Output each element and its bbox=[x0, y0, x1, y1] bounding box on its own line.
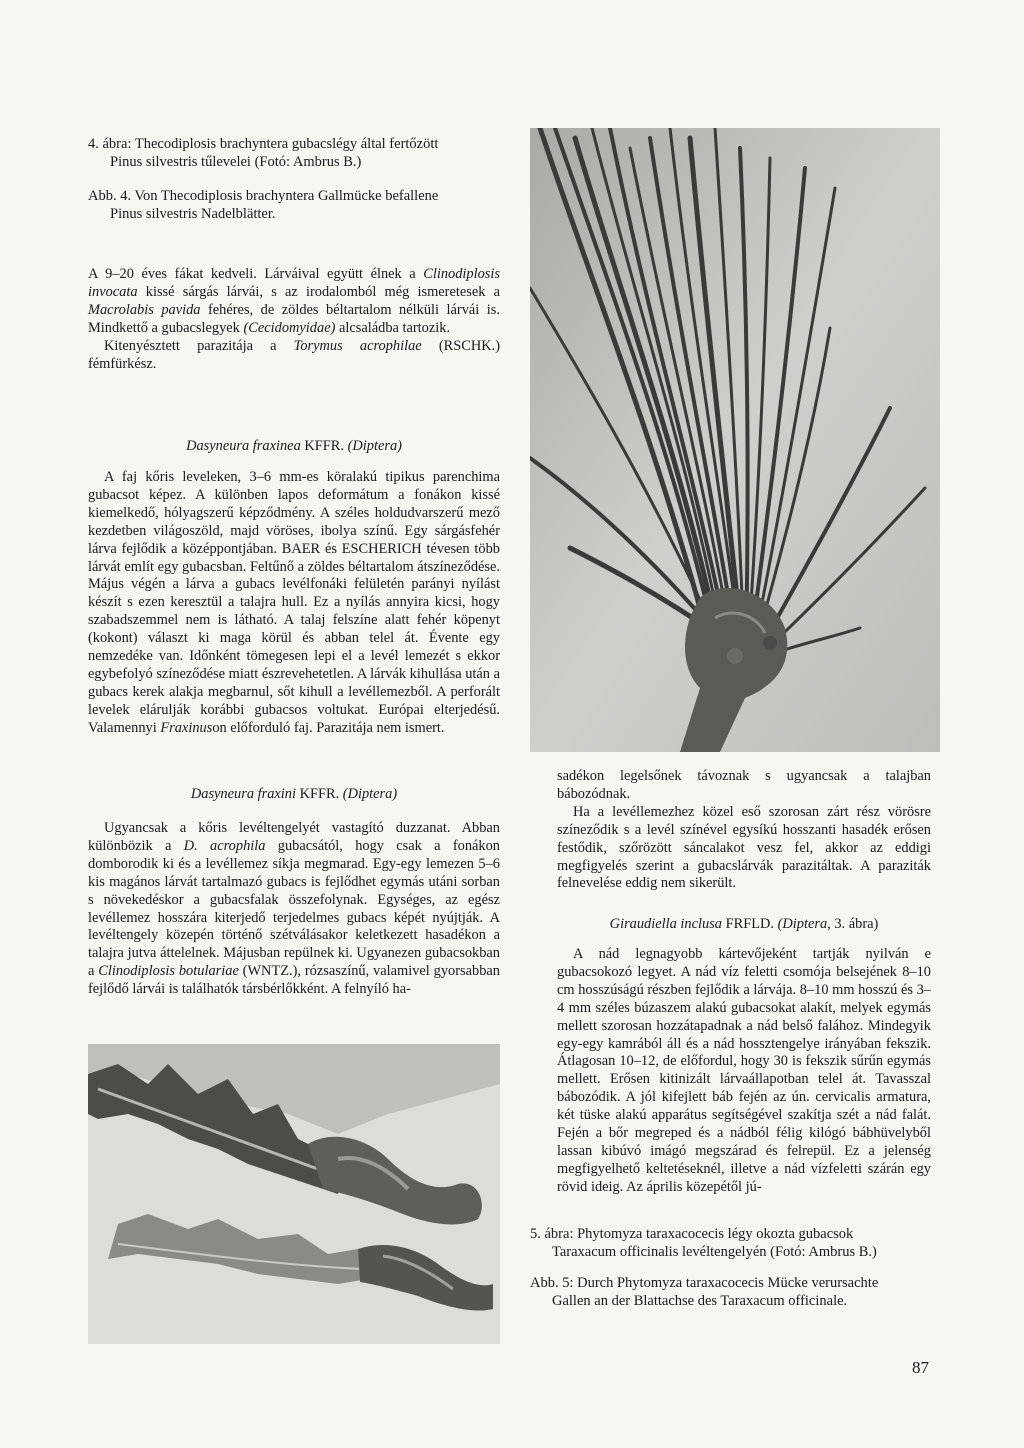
figure-4-caption-de bbox=[88, 188, 518, 223]
species-name: Dasyneura fraxinea bbox=[186, 438, 301, 454]
figure-5-caption-de bbox=[530, 1275, 940, 1310]
section-dasyneura-fraxini-text bbox=[88, 820, 500, 999]
section-thecodiplosis-text bbox=[88, 266, 500, 373]
figure-4-photo bbox=[530, 128, 940, 752]
caption-line: Gallen an der Blattachse des Taraxacum officinale. bbox=[552, 1292, 848, 1309]
text-run: A faj kőris leveleken, 3–6 mm-es köralakú tipikus parenchima gubacsot képez. A különben lapos deformátum a fonákon kissé kiemelkedő, hólyagszerű képződmény. A széles holdudvarszerű mező kezdetben világoszöld, majd vöröses, ibolya színű. Egy sárgásfehér lárva fejlődik a középpontjában. BAER és ESCHERICH tévesen több lárvát említ egy gubacsban. Feltűnő a zöldes béltartalom átszíneződése. Május végén a lárva a gubacs levélfonáki felületén parányi nyílást készít s ezen keresztül a talajra hull. Ez a nyílás annyira kicsi, hogy szabadszemmel nem is látható. A talaj felszíne alatt fehér köpenyt (kokont) választ ki maga körül és abban telel át. Évente egy nemzedéke van. Időnként tömegesen lepi el a levél lemezét s ekkor egybefolyó színeződése miatt észrevehetetlen. A lárvák kihullása után a gubacs kerek alakja megbarnul, sőt kihull a levéllemezből. A perforált levelek elárulják korábbi gubacsos voltukat. Európai elterjedésű. Valamennyi bbox=[88, 469, 500, 736]
dandelion-leaf-gall-image bbox=[88, 1044, 500, 1344]
genus-name: Fraxinus bbox=[160, 719, 213, 736]
text-run: Kitenyésztett parazitája a bbox=[104, 337, 294, 354]
order-name: (Diptera) bbox=[347, 438, 402, 454]
author: FRFLD. bbox=[722, 916, 778, 932]
figure-4-caption-hu bbox=[88, 136, 518, 171]
paragraph bbox=[88, 266, 500, 338]
species-name: Macrolabis pavida bbox=[88, 301, 201, 318]
figure-reference: 3. ábra) bbox=[834, 916, 879, 932]
text-run: Ugyancsak a kőris levéltengelyét vastagító duzzanat. Abban különbözik a bbox=[88, 820, 500, 854]
figure-5-caption-hu bbox=[530, 1226, 940, 1261]
text-run: A 9–20 éves fákat kedveli. Lárváival együtt élnek a bbox=[88, 266, 424, 282]
section-giraudiella-text bbox=[557, 946, 931, 1197]
paragraph: Ha a levéllemezhez közel eső szorosan zárt rész vörösre színeződik s a levél színével egysíkú hosszanti hasadék erősen festődik, szőrözött sáncalakot vesz fel, akkor az eddigi megfigyelés szerint a gubacslárvák parazitáltak. A paraziták felnevelése eddig nem sikerült. bbox=[557, 803, 931, 892]
species-name: Giraudiella inclusa bbox=[609, 916, 722, 932]
text-run: (RSCHK.) fémfürkész. bbox=[88, 337, 500, 372]
order-name: (Diptera, bbox=[777, 916, 835, 932]
caption-line: 4. ábra: Thecodiplosis brachyntera gubacslégy által fertőzött bbox=[88, 136, 439, 152]
species-name: Clinodiplosis botulariae bbox=[98, 963, 239, 980]
pine-needles-image bbox=[530, 128, 940, 752]
caption-line: Abb. 4. Von Thecodiplosis brachyntera Gallmücke befallene bbox=[88, 188, 439, 204]
author: KFFR. bbox=[295, 786, 343, 802]
paragraph bbox=[88, 820, 500, 999]
section-dasyneura-fraxinea-text bbox=[88, 469, 500, 738]
paragraph: sadékon legelsőnek távoznak s ugyancsak a talajban bábozódnak. bbox=[557, 768, 931, 802]
text-run: gubacsától, hogy csak a fonákon domborodik ki és a levéllemez síkja megmarad. Egy-egy lemezen 5–6 kis magános lárvát tartalmazó gubacs is fejlődhet egymás utáni sorban s növekedéskor a gubacsfalak összefolynak. Egységes, az egész levéllemez hosszára kiterjedő terjedelmes gubacs képét nyújtják. A levéltengely közepén történő szétválásakor keletkezett hasadékon a talajra jutva áttelelnek. Májusban repülnek ki. Ugyanezen gubacsokban a bbox=[88, 837, 500, 980]
caption-line: Taraxacum officinalis levéltengelyén (Fotó: Ambrus B.) bbox=[552, 1243, 877, 1260]
order-name: (Diptera) bbox=[342, 786, 398, 802]
section-heading-dasyneura-fraxinea bbox=[88, 438, 500, 455]
text-run: fehéres, de zöldes béltartalom nélküli lárvái is. Mindkettő a gubacslegyek bbox=[88, 301, 500, 336]
species-name: Dasyneura fraxini bbox=[190, 786, 296, 802]
text-run: (WNTZ.), rózsaszínű, valamivel gyorsabban fejlődő lárvái is találhatók társbérlőkként. A felnyíló ha- bbox=[88, 963, 500, 998]
caption-line: Abb. 5: Durch Phytomyza taraxacocecis Mücke verursachte bbox=[530, 1275, 879, 1291]
paragraph: A nád legnagyobb kártevőjeként tartják nyilván e gubacsokozó legyet. A nád víz feletti csomója belsejének 8–10 cm hosszúságú részben fejlődik a lárvája. 8–10 mm hosszú és 3–4 mm széles búzaszem alakú gubacsokat alakít, melyek egymás mellett szorosan hozzátapadnak a nád belső falához. Mindegyik egy-egy kamrából áll és a nád hossztengelye irányában fekszik. Átlagosan 10–12, de előfordul, hogy 30 is fekszik sűrűn egymás mellett. Erősen kitinizált lárvaállapotban telel át. Tavasszal bábozódik. A jól kifejlett báb fején az ún. cervicalis armatura, két tüske alakú apparátus segítségével szakítja szét a nád falát. Fején a bőr megreped és a nádból félig kilógó bábhüvelyből lassan kibúvó imágó megszárad és felrepül. Ez a jelenség megfigyelhető keltetéseknél, illetve a nád vízfeletti szárán egy rövid ideig. Az április közepétől jú- bbox=[557, 946, 931, 1195]
text-run: kissé sárgás lárvái, s az irodalomból még ismeretesek a bbox=[137, 283, 500, 300]
paragraph bbox=[88, 338, 500, 374]
right-column-text bbox=[557, 768, 931, 893]
species-name: Clinodiplosis invocata bbox=[88, 266, 500, 300]
caption-line: 5. ábra: Phytomyza taraxacocecis légy okozta gubacsok bbox=[530, 1226, 854, 1242]
species-name: Torymus acrophilae bbox=[293, 337, 422, 354]
page-number: 87 bbox=[912, 1358, 929, 1377]
text-run: alcsaládba tartozik. bbox=[335, 319, 451, 336]
caption-line: Pinus silvestris tűlevelei (Fotó: Ambrus B.) bbox=[110, 153, 362, 170]
text-run: on előforduló faj. Parazitája nem ismert. bbox=[212, 719, 445, 736]
section-heading-giraudiella bbox=[557, 916, 931, 933]
family-name: (Cecidomyidae) bbox=[243, 319, 336, 336]
paragraph bbox=[88, 469, 500, 738]
author: KFFR. bbox=[300, 438, 348, 454]
figure-5-photo bbox=[88, 1044, 500, 1344]
section-heading-dasyneura-fraxini bbox=[88, 786, 500, 803]
species-name: D. acrophila bbox=[183, 837, 266, 854]
caption-line: Pinus silvestris Nadelblätter. bbox=[110, 205, 276, 222]
